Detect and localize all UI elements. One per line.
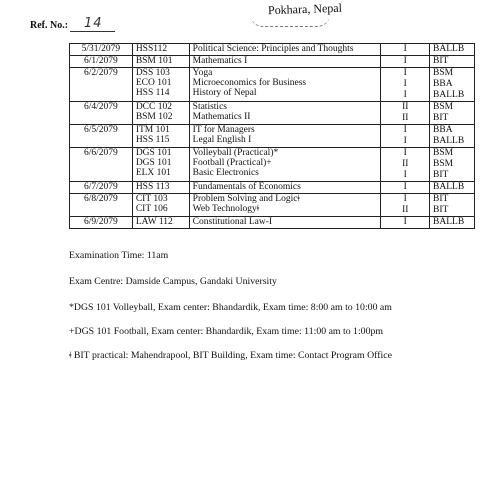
subject: Political Science: Principles and Thoughts bbox=[192, 44, 354, 54]
program: BBA bbox=[433, 79, 453, 89]
program: BSM bbox=[433, 159, 454, 169]
semester: I bbox=[403, 90, 407, 100]
semester: I bbox=[403, 68, 407, 78]
program: BIT bbox=[433, 113, 449, 123]
semester-cell bbox=[381, 56, 430, 68]
course-code-cell bbox=[132, 182, 189, 194]
subject: Microeconomics for Business bbox=[192, 78, 307, 88]
note-football: +DGS 101 Football, Exam center: Bhandardik, Exam time: 11:00 am to 1:00pm bbox=[69, 326, 383, 337]
exam-date: 6/7/2079 bbox=[70, 182, 133, 194]
subject: Fundamentals of Economics bbox=[192, 182, 301, 192]
subject: Volleyball (Practical)* bbox=[192, 148, 279, 158]
semester: II bbox=[402, 159, 409, 169]
subject-cell bbox=[189, 68, 381, 102]
course-code: ITM 101 bbox=[135, 125, 170, 135]
table-row bbox=[70, 68, 475, 102]
program: BSM bbox=[433, 68, 454, 78]
course-code: BSM 101 bbox=[135, 56, 173, 66]
course-code: ELX 101 bbox=[135, 168, 171, 178]
exam-date: 6/2/2079 bbox=[70, 68, 133, 102]
exam-date: 6/5/2079 bbox=[70, 125, 133, 148]
subject-cell bbox=[189, 125, 381, 148]
table-row bbox=[70, 148, 475, 182]
program-cell bbox=[430, 217, 475, 229]
table-row bbox=[70, 102, 475, 125]
table-row bbox=[70, 125, 475, 148]
note-volleyball: *DGS 101 Volleyball, Exam center: Bhandardik, Exam time: 8:00 am to 10:00 am bbox=[69, 302, 392, 313]
course-code: LAW 112 bbox=[135, 217, 173, 227]
subject-cell bbox=[189, 56, 381, 68]
program-cell bbox=[430, 182, 475, 194]
semester-cell bbox=[381, 125, 430, 148]
semester: I bbox=[403, 182, 407, 192]
subject-cell bbox=[189, 194, 381, 217]
ref-label: Ref. No.: bbox=[30, 20, 69, 31]
subject: Basic Electronics bbox=[192, 168, 259, 178]
semester: I bbox=[403, 79, 407, 89]
exam-date: 6/1/2079 bbox=[70, 56, 133, 68]
table-row bbox=[70, 217, 475, 229]
subject: Mathematics II bbox=[192, 112, 251, 122]
program: BALLB bbox=[433, 182, 465, 192]
course-code-cell bbox=[132, 194, 189, 217]
course-code-cell bbox=[132, 125, 189, 148]
course-code: CIT 103 bbox=[135, 194, 168, 204]
ref-value: 14 bbox=[84, 16, 103, 31]
program-cell bbox=[430, 125, 475, 148]
program: BBA bbox=[433, 125, 453, 135]
table-row bbox=[70, 44, 475, 56]
program-cell bbox=[430, 56, 475, 68]
semester-cell bbox=[381, 44, 430, 56]
exam-date: 5/31/2079 bbox=[70, 44, 133, 56]
course-code: DGS 101 bbox=[135, 148, 172, 158]
course-code: DGS 101 bbox=[135, 158, 172, 168]
program-cell bbox=[430, 68, 475, 102]
semester: II bbox=[402, 113, 409, 123]
course-code: HSS 114 bbox=[135, 88, 170, 98]
semester: II bbox=[402, 102, 409, 112]
subject: Football (Practical)+ bbox=[192, 158, 272, 168]
semester: I bbox=[403, 148, 407, 158]
subject: Yoga bbox=[192, 68, 213, 78]
subject-cell bbox=[189, 44, 381, 56]
program: BALLB bbox=[433, 44, 465, 54]
semester-cell bbox=[381, 217, 430, 229]
course-code: ECO 101 bbox=[135, 78, 172, 88]
program-cell bbox=[430, 194, 475, 217]
exam-schedule-table bbox=[69, 43, 475, 229]
subject: Legal English I bbox=[192, 135, 252, 145]
semester-cell bbox=[381, 102, 430, 125]
subject: Web Technologyǂ bbox=[192, 204, 260, 214]
note-exam-centre: Exam Centre: Damside Campus, Gandaki University bbox=[69, 276, 277, 287]
semester: II bbox=[402, 205, 409, 215]
subject: History of Nepal bbox=[192, 88, 257, 98]
course-code: CIT 106 bbox=[135, 204, 168, 214]
subject-cell bbox=[189, 148, 381, 182]
course-code-cell bbox=[132, 217, 189, 229]
subject-cell bbox=[189, 182, 381, 194]
semester: I bbox=[403, 217, 407, 227]
semester: I bbox=[403, 170, 407, 180]
course-code-cell bbox=[132, 102, 189, 125]
program: BIT bbox=[433, 56, 449, 66]
table-row bbox=[70, 56, 475, 68]
subject: Statistics bbox=[192, 102, 227, 112]
program: BIT bbox=[433, 194, 449, 204]
subject: Mathematics I bbox=[192, 56, 248, 66]
semester: I bbox=[403, 136, 407, 146]
program: BIT bbox=[433, 205, 449, 215]
semester: I bbox=[403, 44, 407, 54]
course-code: HSS 115 bbox=[135, 135, 170, 145]
subject: Constitutional Law-I bbox=[192, 217, 273, 227]
program-cell bbox=[430, 44, 475, 56]
program: BALLB bbox=[433, 217, 465, 227]
course-code: DSS 103 bbox=[135, 68, 170, 78]
exam-date: 6/9/2079 bbox=[70, 217, 133, 229]
semester: I bbox=[403, 125, 407, 135]
subject: IT for Managers bbox=[192, 125, 255, 135]
exam-date: 6/6/2079 bbox=[70, 148, 133, 182]
header-city: Pokhara, Nepal bbox=[267, 0, 343, 18]
semester-cell bbox=[381, 194, 430, 217]
course-code-cell bbox=[132, 148, 189, 182]
subject: Problem Solving and Logicǂ bbox=[192, 194, 300, 204]
semester: I bbox=[403, 194, 407, 204]
program-cell bbox=[430, 148, 475, 182]
program: BALLB bbox=[433, 90, 465, 100]
program: BALLB bbox=[433, 136, 465, 146]
program: BSM bbox=[433, 102, 454, 112]
exam-date: 6/4/2079 bbox=[70, 102, 133, 125]
seal-mark bbox=[250, 14, 330, 27]
exam-schedule-body bbox=[70, 44, 475, 229]
ref-underline bbox=[70, 31, 115, 32]
course-code: DCC 102 bbox=[135, 102, 172, 112]
table-row bbox=[70, 182, 475, 194]
course-code: HSS 113 bbox=[135, 182, 170, 192]
semester-cell bbox=[381, 182, 430, 194]
course-code-cell bbox=[132, 68, 189, 102]
semester-cell bbox=[381, 68, 430, 102]
course-code-cell bbox=[132, 44, 189, 56]
program: BSM bbox=[433, 148, 454, 158]
program: BIT bbox=[433, 170, 449, 180]
subject-cell bbox=[189, 102, 381, 125]
course-code-cell bbox=[132, 56, 189, 68]
table-row bbox=[70, 194, 475, 217]
note-exam-time: Examination Time: 11am bbox=[69, 250, 169, 261]
subject-cell bbox=[189, 217, 381, 229]
course-code: BSM 102 bbox=[135, 112, 173, 122]
course-code: HSS112 bbox=[135, 44, 168, 54]
semester-cell bbox=[381, 148, 430, 182]
exam-date: 6/8/2079 bbox=[70, 194, 133, 217]
program-cell bbox=[430, 102, 475, 125]
note-bit-practical: ǂ BIT practical: Mahendrapool, BIT Building, Exam time: Contact Program Office bbox=[69, 350, 392, 361]
semester: I bbox=[403, 56, 407, 66]
